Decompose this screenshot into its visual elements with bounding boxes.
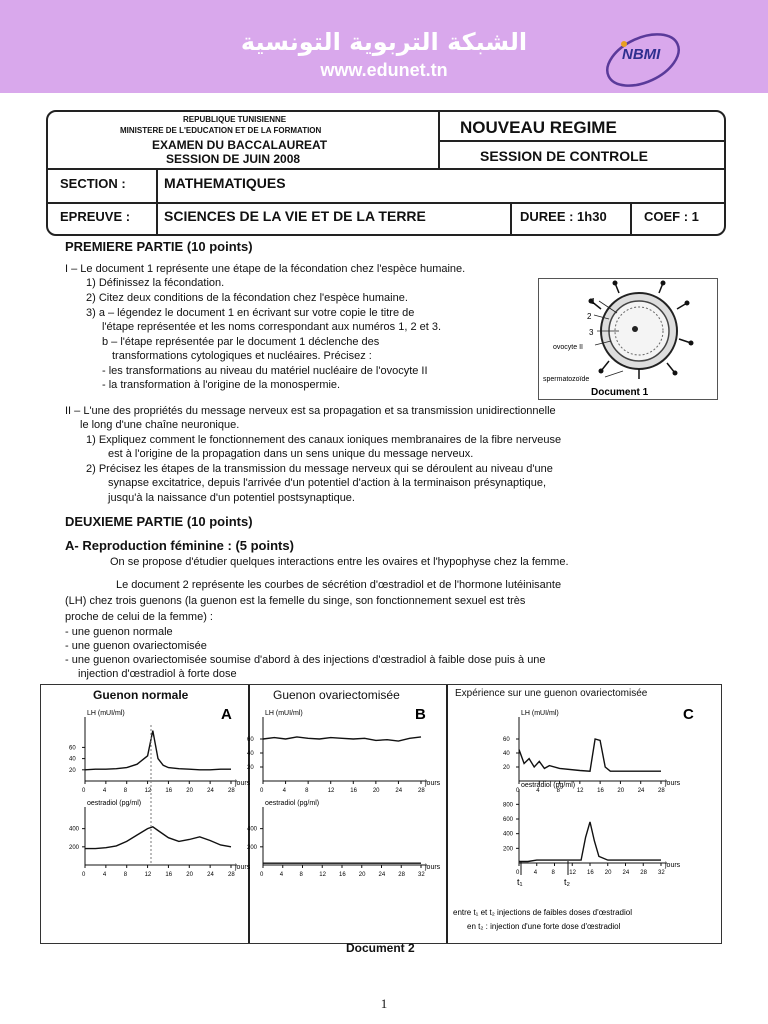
q1-line: transformations cytologiques et nucléaires. Précisez : xyxy=(112,350,372,362)
q1-line: - les transformations au niveau du matériel nucléaire de l'ovocyte II xyxy=(102,365,428,377)
q1-line: 2) Citez deux conditions de la fécondation chez l'espèce humaine. xyxy=(86,292,408,304)
x-tick-label: 24 xyxy=(637,788,645,794)
x-tick-label: 12 xyxy=(569,870,576,876)
x-axis-label: jours xyxy=(665,780,681,787)
coef-label: COEF : 1 xyxy=(644,209,699,224)
hormone-charts xyxy=(41,685,721,943)
y-tick-label: 400 xyxy=(247,826,258,833)
x-tick-label: 4 xyxy=(536,788,540,794)
y-tick-label: 600 xyxy=(503,817,514,823)
x-tick-label: 12 xyxy=(144,872,152,878)
y-tick-label: 800 xyxy=(503,802,514,809)
doc2-note-2: en t₂ : injection d'une forte dose d'œstradiol xyxy=(467,922,621,931)
q1-line: I – Le document 1 représente une étape de la fécondation chez l'espèce humaine. xyxy=(65,263,466,275)
q1-line: b – l'étape représentée par le document 1 déclenche des xyxy=(102,336,380,348)
series-line xyxy=(263,737,421,741)
x-tick-label: 4 xyxy=(279,872,284,878)
x-tick-label: 12 xyxy=(144,788,152,794)
doc1-label-ovocyte: ovocyte II xyxy=(553,344,583,351)
part1-title: PREMIERE PARTIE (10 points) xyxy=(65,239,253,254)
x-tick-label: 20 xyxy=(617,788,625,794)
x-tick-label: 28 xyxy=(228,872,235,878)
y-axis-label: LH (mUI/ml) xyxy=(87,710,125,717)
q2-line: 2) Précisez les étapes de la transmission du message nerveux qui se déroulent au niveau d'une xyxy=(86,463,553,475)
x-tick-label: 20 xyxy=(372,788,380,794)
part2-line: - une guenon ovariectomisée xyxy=(65,640,207,652)
q2-line: synapse excitatrice, depuis l'arrivée d'un potentiel d'action à la terminaison présynaptique, xyxy=(108,477,546,489)
x-tick-label: 0 xyxy=(82,788,86,794)
x-tick-label: 28 xyxy=(418,788,425,794)
series-line xyxy=(519,822,661,862)
y-tick-label: 20 xyxy=(247,765,254,771)
q2-line: jusqu'à la naissance d'un potentiel postsynaptique. xyxy=(108,492,355,504)
q2-line: le long d'une chaîne neuronique. xyxy=(80,419,240,431)
y-tick-label: 60 xyxy=(247,737,254,743)
x-tick-label: 20 xyxy=(186,788,193,794)
y-tick-label: 40 xyxy=(247,751,254,757)
session-label: SESSION DE CONTROLE xyxy=(480,148,649,164)
x-tick-label: 4 xyxy=(282,788,286,794)
y-tick-label: 60 xyxy=(69,745,76,752)
x-tick-label: 4 xyxy=(533,870,538,876)
x-axis-label: jours xyxy=(235,780,251,787)
x-axis-label: jours xyxy=(665,862,681,869)
x-tick-label: 0 xyxy=(516,788,520,794)
x-tick-label: 16 xyxy=(339,872,346,878)
q2-line: est à l'origine de la propagation dans un sens unique du message nerveux. xyxy=(108,448,474,460)
x-tick-label: 24 xyxy=(622,870,630,876)
y-axis-label: oestradiol (pg/ml) xyxy=(521,782,576,789)
x-tick-label: 20 xyxy=(358,872,366,878)
oocyte-drawing xyxy=(539,279,717,399)
t1-marker: t₁ xyxy=(517,877,523,887)
x-tick-label: 12 xyxy=(319,872,326,878)
y-axis-label: LH (mUI/ml) xyxy=(521,710,559,717)
section-label: SECTION : xyxy=(60,176,126,191)
x-tick-label: 4 xyxy=(102,872,107,878)
regime-label: NOUVEAU REGIME xyxy=(460,118,617,137)
y-tick-label: 200 xyxy=(69,844,80,851)
x-tick-label: 0 xyxy=(516,870,520,876)
panel-b-letter: B xyxy=(415,706,426,723)
x-tick-label: 8 xyxy=(123,872,128,878)
x-tick-label: 8 xyxy=(305,788,309,794)
x-tick-label: 16 xyxy=(587,870,594,876)
x-tick-label: 0 xyxy=(260,872,264,878)
series-line xyxy=(85,731,231,770)
x-tick-label: 0 xyxy=(260,788,264,794)
x-tick-label: 8 xyxy=(123,788,128,794)
document-1-figure xyxy=(538,278,718,400)
x-tick-label: 32 xyxy=(418,872,425,878)
ministry-line-2: MINISTERE DE L'EDUCATION ET DE LA FORMATION xyxy=(120,126,322,135)
logo-text: NBMI xyxy=(622,46,661,63)
x-tick-label: 0 xyxy=(82,872,86,878)
q1-line: 1) Définissez la fécondation. xyxy=(86,277,225,289)
part2-line: On se propose d'étudier quelques interactions entre les ovaires et l'hypophyse chez la femme. xyxy=(110,556,569,568)
x-axis-label: jours xyxy=(425,780,441,787)
y-tick-label: 400 xyxy=(503,831,514,838)
x-tick-label: 28 xyxy=(228,788,235,794)
x-tick-label: 24 xyxy=(395,788,403,794)
x-tick-label: 28 xyxy=(640,870,647,876)
x-tick-label: 8 xyxy=(551,870,555,876)
panel-c-letter: C xyxy=(683,706,694,723)
series-line xyxy=(85,827,231,849)
part2-subtitle: A- Reproduction féminine : (5 points) xyxy=(65,538,294,553)
document-2-figure xyxy=(40,684,722,944)
x-axis-label: jours xyxy=(425,864,441,871)
y-tick-label: 40 xyxy=(69,756,76,763)
ministry-line-3: EXAMEN DU BACCALAUREAT xyxy=(152,138,328,152)
x-tick-label: 20 xyxy=(604,870,612,876)
part2-title: DEUXIEME PARTIE (10 points) xyxy=(65,514,253,529)
x-tick-label: 4 xyxy=(102,788,107,794)
panel-a-letter: A xyxy=(221,706,232,723)
x-tick-label: 24 xyxy=(378,872,386,878)
doc1-label-3: 3 xyxy=(589,328,594,337)
x-tick-label: 24 xyxy=(207,872,214,878)
doc2-note-1: entre t₁ et t₂ injections de faibles doses d'œstradiol xyxy=(453,908,632,917)
site-url[interactable]: www.edunet.tn xyxy=(320,60,448,80)
t2-marker: t₂ xyxy=(564,877,570,887)
x-tick-label: 8 xyxy=(556,788,560,794)
part2-line: - une guenon normale xyxy=(65,626,173,638)
part2-line: (LH) chez trois guenons (la guenon est la femelle du singe, son fonctionnement sexuel est très xyxy=(65,595,526,607)
doc2-caption: Document 2 xyxy=(346,941,415,955)
x-tick-label: 24 xyxy=(207,788,214,794)
part2-line: injection d'œstradiol à forte dose xyxy=(78,668,237,680)
y-axis-label: oestradiol (pg/ml) xyxy=(265,800,320,807)
epreuve-label: EPREUVE : xyxy=(60,209,131,224)
panel-a-title: Guenon normale xyxy=(93,688,189,702)
y-tick-label: 200 xyxy=(503,846,514,853)
nbmi-logo xyxy=(598,22,688,92)
arabic-site-title: الشبكة التربوية التونسية xyxy=(240,28,528,56)
y-tick-label: 400 xyxy=(69,826,80,833)
y-tick-label: 20 xyxy=(503,765,510,771)
x-tick-label: 8 xyxy=(299,872,303,878)
series-line xyxy=(519,739,661,771)
x-tick-label: 16 xyxy=(597,788,604,794)
q1-line: - la transformation à l'origine de la monospermie. xyxy=(102,379,341,391)
section-value: MATHEMATIQUES xyxy=(164,175,286,191)
x-axis-label: jours xyxy=(235,864,251,871)
x-tick-label: 32 xyxy=(658,870,665,876)
x-tick-label: 28 xyxy=(658,788,665,794)
x-tick-label: 16 xyxy=(165,872,173,878)
q1-line: 3) a – légendez le document 1 en écrivant sur votre copie le titre de xyxy=(86,307,415,319)
panel-b-title: Guenon ovariectomisée xyxy=(273,688,400,702)
site-banner xyxy=(0,0,768,93)
ministry-line-4: SESSION DE JUIN 2008 xyxy=(166,152,301,166)
exam-header xyxy=(46,110,726,236)
q2-line: II – L'une des propriétés du message nerveux est sa propagation et sa transmission unidirectionnelle xyxy=(65,405,556,417)
doc1-label-2: 2 xyxy=(587,312,592,321)
y-tick-label: 200 xyxy=(247,844,258,851)
ministry-line-1: REPUBLIQUE TUNISIENNE xyxy=(183,115,287,124)
q2-line: 1) Expliquez comment le fonctionnement des canaux ioniques membranaires de la fibre nerveuse xyxy=(86,434,562,446)
doc1-label-1: 1 xyxy=(591,297,596,306)
y-tick-label: 20 xyxy=(69,767,76,774)
duree-label: DUREE : 1h30 xyxy=(520,209,607,224)
page-number: 1 xyxy=(380,996,388,1011)
part2-line: proche de celui de la femme) : xyxy=(65,611,213,623)
x-tick-label: 12 xyxy=(576,788,584,794)
doc1-label-spermatozoide: spermatozoïde xyxy=(543,376,590,383)
q1-line: l'étape représentée et les noms correspondant aux numéros 1, 2 et 3. xyxy=(102,321,442,333)
doc1-caption: Document 1 xyxy=(591,387,649,398)
x-tick-label: 16 xyxy=(350,788,357,794)
panel-c-title: Expérience sur une guenon ovariectomisée xyxy=(455,688,648,699)
y-tick-label: 40 xyxy=(503,751,510,757)
x-tick-label: 20 xyxy=(186,872,193,878)
y-axis-label: LH (mUI/ml) xyxy=(265,710,303,717)
x-tick-label: 12 xyxy=(327,788,335,794)
part2-line: Le document 2 représente les courbes de sécrétion d'œstradiol et de l'hormone lutéinisante xyxy=(116,579,562,591)
y-axis-label: oestradiol (pg/ml) xyxy=(87,800,142,807)
x-tick-label: 28 xyxy=(398,872,405,878)
x-tick-label: 16 xyxy=(165,788,173,794)
epreuve-value: SCIENCES DE LA VIE ET DE LA TERRE xyxy=(164,208,426,224)
part2-line: - une guenon ovariectomisée soumise d'abord à des injections d'œstradiol à faible dose puis à une xyxy=(65,654,546,666)
y-tick-label: 60 xyxy=(503,737,510,743)
